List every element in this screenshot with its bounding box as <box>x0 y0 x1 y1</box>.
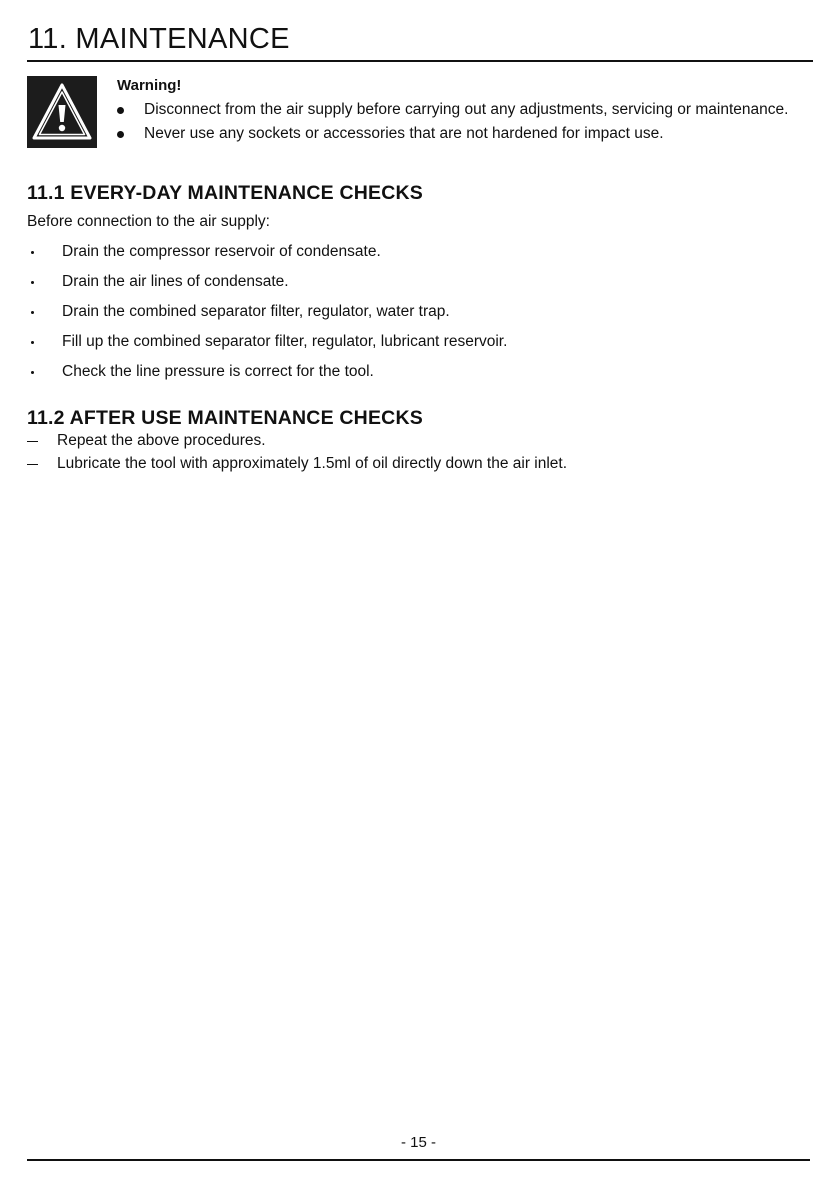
page-number: - 15 - <box>400 1134 436 1151</box>
list-item-text: Drain the air lines of condensate. <box>62 273 289 290</box>
bullet-icon <box>117 131 124 138</box>
bullet-icon <box>31 371 34 374</box>
footer-divider <box>27 1159 810 1161</box>
bullet-icon <box>31 341 34 344</box>
list-item-text: Repeat the above procedures. <box>57 432 266 449</box>
list-item-text: Drain the combined separator filter, regulator, water trap. <box>62 303 450 320</box>
list-item-text: Fill up the combined separator filter, regulator, lubricant reservoir. <box>62 333 508 350</box>
page-title: 11. MAINTENANCE <box>28 23 290 55</box>
section-heading-after-use-checks: 11.2 AFTER USE MAINTENANCE CHECKS <box>27 407 423 429</box>
title-divider <box>27 60 813 62</box>
list-item <box>27 271 807 293</box>
bullet-icon <box>31 311 34 314</box>
warning-item <box>117 123 797 145</box>
warning-list <box>117 99 797 147</box>
list-item <box>27 241 807 263</box>
bullet-icon <box>117 107 124 114</box>
list-item-text: Check the line pressure is correct for the tool. <box>62 363 374 380</box>
bullet-icon <box>31 251 34 254</box>
list-item <box>27 453 807 475</box>
dash-icon <box>27 441 38 442</box>
bullet-icon <box>31 281 34 284</box>
warning-title: Warning! <box>117 77 182 94</box>
after-use-checks-list <box>27 430 807 476</box>
list-item-text: Lubricate the tool with approximately 1.5ml of oil directly down the air inlet. <box>57 455 568 472</box>
list-item <box>27 361 807 383</box>
dash-icon <box>27 464 38 465</box>
section-intro: Before connection to the air supply: <box>27 213 270 230</box>
list-item <box>27 331 807 353</box>
section-heading-everyday-checks: 11.1 EVERY-DAY MAINTENANCE CHECKS <box>27 182 423 204</box>
warning-item-text: Never use any sockets or accessories that are not hardened for impact use. <box>144 125 664 142</box>
list-item-text: Drain the compressor reservoir of condensate. <box>62 243 381 260</box>
warning-item <box>117 99 797 121</box>
list-item <box>27 301 807 323</box>
everyday-checks-list <box>27 241 807 391</box>
list-item <box>27 430 807 452</box>
warning-triangle-icon <box>27 76 97 148</box>
warning-item-text: Disconnect from the air supply before carrying out any adjustments, servicing or maintenance. <box>144 101 789 118</box>
